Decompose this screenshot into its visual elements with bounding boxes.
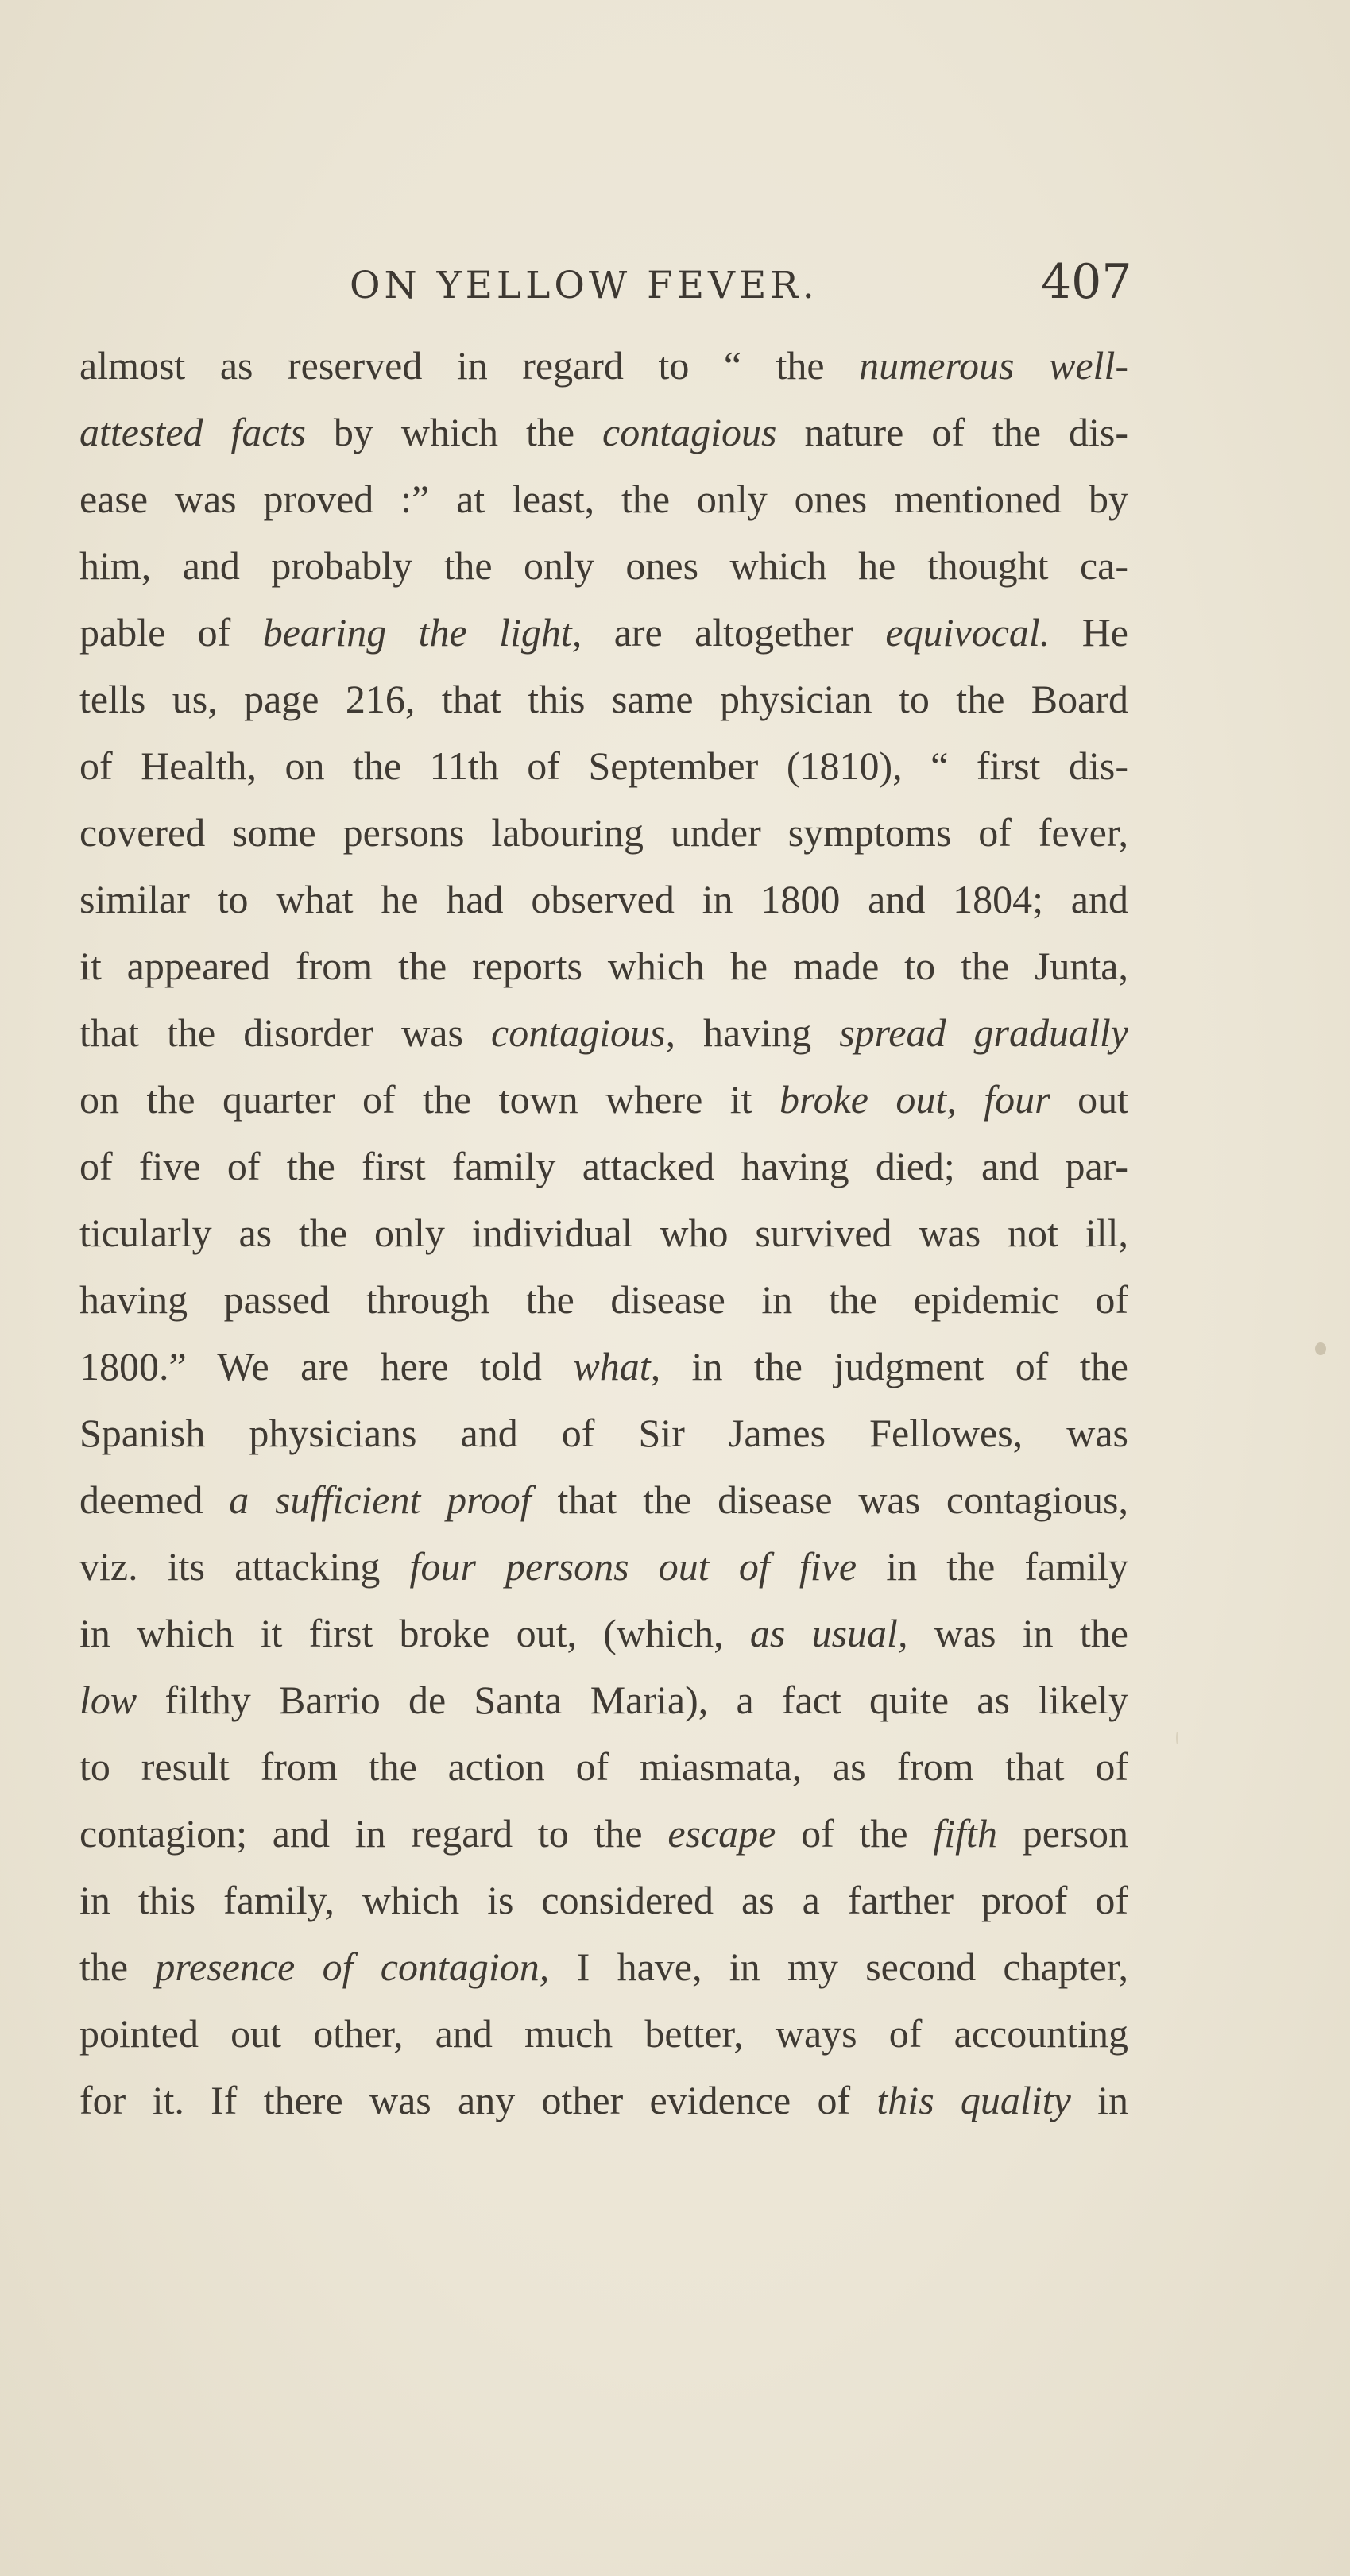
- text-line: [79, 799, 1128, 866]
- text-run: out: [1050, 1077, 1128, 1122]
- italic-text: spread gradually: [839, 1010, 1128, 1055]
- text-run: filthy Barrio de Santa Maria), a fact quite as likely: [137, 1678, 1128, 1722]
- text-line: [79, 1867, 1128, 1933]
- text-run: viz. its attacking: [79, 1544, 410, 1589]
- text-line: [79, 1133, 1128, 1199]
- italic-text: presence of contagion,: [155, 1945, 550, 1989]
- text-run: I have, in my second chapter,: [549, 1945, 1129, 1989]
- text-line: [79, 1733, 1128, 1800]
- text-run: person: [996, 1811, 1129, 1856]
- text-run: are altogether: [582, 610, 886, 655]
- text-run: 1800.” We are here told: [79, 1344, 574, 1388]
- text-line: [79, 1066, 1128, 1133]
- text-line: [79, 532, 1128, 599]
- text-line: [79, 866, 1128, 933]
- text-run: covered some persons labouring under symptoms of fever,: [79, 810, 1128, 855]
- text-line: [79, 933, 1128, 999]
- text-run: in which it first broke out, (which,: [79, 1611, 750, 1655]
- text-run: having passed through the disease in the epidemic of: [79, 1277, 1128, 1322]
- italic-text: a sufficient proof: [229, 1477, 532, 1522]
- text-line: [79, 1600, 1128, 1666]
- page-header: [0, 254, 1350, 318]
- text-run: tells us, page 216, that this same physician to the Board: [79, 677, 1128, 721]
- italic-text: four persons out of five: [409, 1544, 857, 1589]
- text-run: was in the: [907, 1611, 1128, 1655]
- text-run: the: [79, 1945, 156, 1989]
- text-run: having: [675, 1010, 840, 1055]
- text-run: that the disorder was: [79, 1010, 492, 1055]
- italic-text: bearing the light,: [262, 610, 582, 655]
- text-run: contagion; and in regard to the: [79, 1811, 668, 1856]
- text-run: that the disease was contagious,: [531, 1477, 1129, 1522]
- text-run: pointed out other, and much better, ways of accounting: [79, 2011, 1128, 2056]
- text-line: [79, 666, 1128, 732]
- italic-text: fifth: [933, 1811, 997, 1856]
- text-run: of Health, on the 11th of September (1810), “ first dis-: [79, 743, 1128, 788]
- text-run: it appeared from the reports which he made to the Junta,: [79, 944, 1128, 988]
- text-line: [79, 1333, 1128, 1400]
- italic-text: contagious,: [491, 1010, 675, 1055]
- text-run: him, and probably the only ones which he thought ca-: [79, 543, 1128, 588]
- text-line: [79, 1933, 1128, 2000]
- text-run: ease was proved :” at least, the only ones mentioned by: [79, 477, 1128, 521]
- text-line: [79, 1400, 1128, 1466]
- text-run: in: [1070, 2078, 1128, 2122]
- text-line: [79, 1533, 1128, 1600]
- italic-text: equivocal.: [885, 610, 1050, 655]
- text-run: ticularly as the only individual who survived was not ill,: [79, 1211, 1128, 1255]
- page-number: 407: [1041, 254, 1132, 310]
- italic-text: escape: [667, 1811, 776, 1856]
- text-line: [79, 1800, 1128, 1867]
- text-run: nature of the dis-: [776, 410, 1128, 454]
- text-run: on the quarter of the town where it: [79, 1077, 779, 1122]
- text-line: [79, 599, 1128, 666]
- italic-text: what,: [573, 1344, 661, 1388]
- text-run: deemed: [79, 1477, 230, 1522]
- italic-text: low: [79, 1678, 137, 1722]
- italic-text: as usual,: [749, 1611, 908, 1655]
- text-line: [79, 732, 1128, 799]
- text-line: [79, 332, 1128, 399]
- text-line: [79, 1266, 1128, 1333]
- text-line: [79, 1466, 1128, 1533]
- text-run: almost as reserved in regard to “ the: [79, 343, 860, 388]
- body-text: [79, 332, 1128, 2134]
- text-line: [79, 1666, 1128, 1733]
- text-run: in the family: [857, 1544, 1129, 1589]
- text-line: [79, 999, 1128, 1066]
- italic-text: broke out, four: [779, 1077, 1050, 1122]
- running-title: ON YELLOW FEVER.: [350, 264, 818, 307]
- text-run: of the: [776, 1811, 934, 1856]
- text-run: similar to what he had observed in 1800 and 1804; and: [79, 877, 1128, 921]
- italic-text: this quality: [876, 2078, 1071, 2122]
- paper-speck: [1315, 1342, 1326, 1355]
- text-run: to result from the action of miasmata, as from that of: [79, 1744, 1128, 1789]
- text-line: [79, 2000, 1128, 2067]
- text-run: in this family, which is considered as a farther proof of: [79, 1878, 1128, 1922]
- italic-text: attested facts: [79, 410, 306, 454]
- italic-text: contagious: [602, 410, 777, 454]
- text-run: of five of the first family attacked having died; and par-: [79, 1144, 1128, 1188]
- text-run: in the judgment of the: [660, 1344, 1128, 1388]
- text-line: [79, 2067, 1128, 2134]
- text-line: [79, 1199, 1128, 1266]
- text-run: pable of: [79, 610, 263, 655]
- text-line: [79, 465, 1128, 532]
- text-run: He: [1050, 610, 1128, 655]
- italic-text: numerous well-: [859, 343, 1128, 388]
- text-line: [79, 399, 1128, 465]
- text-run: for it. If there was any other evidence of: [79, 2078, 877, 2122]
- paper-speck: [1176, 1732, 1178, 1744]
- text-run: by which the: [305, 410, 603, 454]
- text-run: Spanish physicians and of Sir James Fellowes, was: [79, 1411, 1128, 1455]
